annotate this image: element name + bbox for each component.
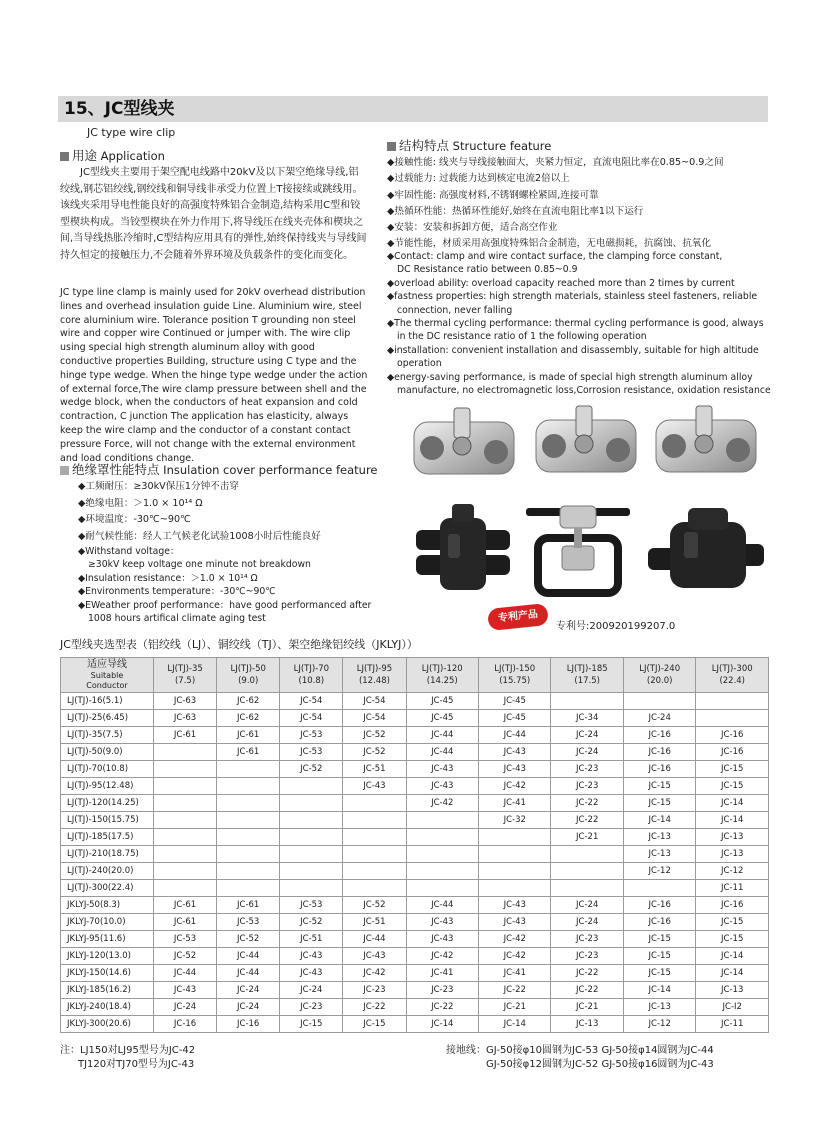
- table-cell: [696, 710, 769, 727]
- table-cell: [154, 812, 217, 829]
- table-cell: [478, 880, 550, 897]
- table-cell: JC-16: [623, 914, 695, 931]
- row-label: LJ(TJ)-35(7.5): [61, 727, 154, 744]
- footnote-left: 注：LJ150对LJ95型号为JC-42 TJ120对TJ70型号为JC-43: [60, 1045, 196, 1070]
- table-cell: [280, 880, 343, 897]
- table-cell: JC-44: [217, 948, 280, 965]
- table-cell: JC-21: [551, 829, 623, 846]
- table-cell: JC-16: [217, 1016, 280, 1033]
- table-cell: JC-44: [154, 965, 217, 982]
- table-cell: [280, 812, 343, 829]
- table-cell: JC-52: [343, 744, 406, 761]
- row-label: LJ(TJ)-300(22.4): [61, 880, 154, 897]
- list-item: ◆Environments temperature：-30℃~90℃: [78, 586, 276, 598]
- table-cell: JC-23: [280, 999, 343, 1016]
- table-cell: JC-43: [478, 744, 550, 761]
- table-cell: JC-22: [551, 965, 623, 982]
- list-item-sub: 1008 hours artifical climate aging test: [88, 613, 266, 625]
- table-cell: JC-15: [343, 1016, 406, 1033]
- table-cell: JC-52: [280, 914, 343, 931]
- list-item: ◆热循环性能：热循环性能好,始终在直流电阻比率1以下运行: [387, 205, 644, 217]
- table-cell: JC-51: [343, 761, 406, 778]
- table-cell: JC-24: [551, 914, 623, 931]
- list-item: ◆overload ability: overload capacity reached more than 2 times by current: [387, 277, 735, 289]
- table-cell: JC-53: [154, 931, 217, 948]
- table-cell: JC-43: [343, 948, 406, 965]
- table-cell: JC-51: [280, 931, 343, 948]
- table-cell: JC-24: [551, 897, 623, 914]
- table-cell: JC-54: [343, 710, 406, 727]
- table-cell: [217, 863, 280, 880]
- table-cell: JC-15: [623, 795, 695, 812]
- table-row: [61, 914, 769, 931]
- table-cell: JC-24: [217, 982, 280, 999]
- table-row: [61, 1016, 769, 1033]
- table-cell: JC-42: [478, 778, 550, 795]
- table-cell: JC-44: [343, 931, 406, 948]
- table-cell: JC-11: [696, 1016, 769, 1033]
- table-cell: [154, 795, 217, 812]
- footnote-right: 接地线：GJ-50接φ10圆钢为JC-53 GJ-50接φ14圆钢为JC-44 GJ-50接φ12圆钢为JC-52 GJ-50接φ16圆钢为JC-43: [446, 1045, 714, 1070]
- table-cell: JC-53: [280, 897, 343, 914]
- list-item-sub: operation: [397, 358, 442, 370]
- table-row: [61, 693, 769, 710]
- table-cell: JC-16: [623, 761, 695, 778]
- table-cell: JC-23: [406, 982, 478, 999]
- table-cell: [551, 846, 623, 863]
- table-cell: JC-63: [154, 693, 217, 710]
- list-item-sub: in the DC resistance ratio of 1 the following operation: [397, 331, 647, 343]
- table-cell: JC-23: [551, 761, 623, 778]
- table-cell: [343, 795, 406, 812]
- table-cell: JC-61: [217, 897, 280, 914]
- table-row: [61, 897, 769, 914]
- table-cell: JC-23: [551, 948, 623, 965]
- patent-product-badge: 专利产品: [487, 603, 549, 631]
- table-cell: [154, 880, 217, 897]
- table-cell: JC-16: [696, 727, 769, 744]
- table-cell: JC-44: [406, 727, 478, 744]
- aluminum-clamp-photos: [408, 400, 768, 500]
- table-cell: JC-45: [478, 710, 550, 727]
- table-cell: [478, 846, 550, 863]
- table-cell: JC-43: [280, 965, 343, 982]
- table-cell: JC-24: [217, 999, 280, 1016]
- clamp-photo-3: [656, 406, 756, 472]
- table-cell: JC-42: [478, 948, 550, 965]
- list-item: ◆EWeather proof performance：have good performanced after: [78, 599, 372, 611]
- table-title: JC型线夹选型表（铝绞线（LJ）、铜绞线（TJ）、架空绝缘铝绞线（JKLYJ））: [60, 638, 418, 651]
- table-cell: JC-53: [217, 914, 280, 931]
- column-header: LJ(TJ)-150 (15.75): [478, 658, 550, 693]
- table-cell: [217, 778, 280, 795]
- list-item: ◆工频耐压：≥30kV保压1分钟不击穿: [78, 481, 239, 492]
- row-label: JKLYJ-150(14.6): [61, 965, 154, 982]
- row-label: LJ(TJ)-50(9.0): [61, 744, 154, 761]
- table-cell: JC-53: [280, 744, 343, 761]
- table-cell: JC-14: [478, 1016, 550, 1033]
- list-item: ◆Contact: clamp and wire contact surface, the clamping force constant,: [387, 251, 723, 262]
- table-cell: [343, 863, 406, 880]
- table-cell: JC-23: [551, 778, 623, 795]
- table-cell: JC-45: [478, 693, 550, 710]
- table-cell: [280, 795, 343, 812]
- table-cell: JC-13: [696, 982, 769, 999]
- table-cell: JC-62: [217, 693, 280, 710]
- table-cell: JC-42: [406, 795, 478, 812]
- row-label: LJ(TJ)-185(17.5): [61, 829, 154, 846]
- table-cell: JC-14: [623, 812, 695, 829]
- column-header: LJ(TJ)-95 (12.48): [343, 658, 406, 693]
- table-cell: JC-43: [280, 948, 343, 965]
- table-cell: JC-22: [551, 982, 623, 999]
- square-bullet-icon: [60, 152, 69, 161]
- table-cell: JC-54: [280, 710, 343, 727]
- table-cell: JC-61: [154, 897, 217, 914]
- insulation-cn-list: [78, 479, 378, 545]
- list-item-sub: ≥30kV keep voltage one minute not breakdown: [88, 559, 311, 571]
- table-cell: JC-24: [623, 710, 695, 727]
- table-row: [61, 982, 769, 999]
- application-cn-text: JC型线夹主要用于架空配电线路中20kV及以下架空绝缘导线,铝绞线,钢芯铝绞线,钢绞线和铜导线非承受力位置上T接接续或跳线用。该线夹采用导电性能良好的高强度特殊铝合金制造,结构采用C型和铰型楔块构成。当铰型楔块在外力作用下,将导线压在线夹壳体和楔块之间,当导线热胀冷缩时,C型结构应用具有的弹性,始终保持线夹与导线间持久恒定的接触压力,不会随着外界环境及负载条件的变化而变化。: [60, 167, 367, 261]
- clamp-photo-1: [414, 408, 514, 474]
- table-cell: JC-21: [478, 999, 550, 1016]
- table-cell: JC-22: [551, 795, 623, 812]
- column-header: LJ(TJ)-50 (9.0): [217, 658, 280, 693]
- table-cell: JC-15: [696, 778, 769, 795]
- table-cell: JC-54: [280, 693, 343, 710]
- table-cell: JC-61: [154, 914, 217, 931]
- structure-cn-list: [387, 155, 772, 253]
- table-cell: JC-42: [406, 948, 478, 965]
- row-label: LJ(TJ)-120(14.25): [61, 795, 154, 812]
- insulation-en-list: [78, 545, 378, 625]
- row-label: JKLYJ-120(13.0): [61, 948, 154, 965]
- table-row: [61, 846, 769, 863]
- list-item: ◆fastness properties: high strength materials, stainless steel fasteners, reliable: [387, 291, 758, 303]
- application-en-text: JC type line clamp is mainly used for 20kV overhead distribution lines and overhead insulation guide Line. Aluminium wire, steel core aluminium wire. Tolerance position T grounding non steel wire and copper wire Continued or jumper with. The wire clip using special high strength aluminum alloy with good conductive properties Building, structure using C type and the hinge type wedge. When the hinge type wedge under the action of external force,The wire clamp pressure between shell and the wedge block, when the conductors of heat expansion and cold contraction, C junction The application has elasticity, always keep the wire clamp and the conductor of a constant contact pressure Force, will not change with the external environment and load conditions change.: [60, 287, 368, 464]
- table-cell: JC-13: [551, 1016, 623, 1033]
- table-cell: JC-52: [343, 897, 406, 914]
- table-cell: JC-44: [406, 744, 478, 761]
- table-cell: JC-43: [406, 761, 478, 778]
- insulation-heading: 绝缘罩性能特点 Insulation cover performance feature: [60, 460, 378, 478]
- table-cell: JC-45: [406, 710, 478, 727]
- row-label: JKLYJ-300(20.6): [61, 1016, 154, 1033]
- table-row: [61, 863, 769, 880]
- row-label: LJ(TJ)-150(15.75): [61, 812, 154, 829]
- row-label: LJ(TJ)-25(6.45): [61, 710, 154, 727]
- table-cell: JC-16: [696, 897, 769, 914]
- clamp-photo-2: [536, 406, 636, 472]
- table-cell: JC-43: [343, 778, 406, 795]
- table-cell: [551, 863, 623, 880]
- table-cell: [217, 761, 280, 778]
- table-cell: JC-43: [406, 914, 478, 931]
- table-cell: JC-13: [623, 999, 695, 1016]
- table-cell: JC-16: [623, 727, 695, 744]
- selection-table: [60, 657, 769, 1033]
- table-cell: JC-22: [406, 999, 478, 1016]
- table-row: [61, 727, 769, 744]
- table-cell: [280, 829, 343, 846]
- table-cell: JC-16: [154, 1016, 217, 1033]
- table-cell: JC-41: [478, 795, 550, 812]
- structure-heading: 结构特点 Structure feature: [387, 136, 551, 154]
- table-cell: JC-12: [696, 863, 769, 880]
- table-cell: JC-52: [280, 761, 343, 778]
- table-cell: JC-13: [623, 846, 695, 863]
- table-cell: JC-15: [696, 931, 769, 948]
- table-row: [61, 778, 769, 795]
- table-cell: [551, 880, 623, 897]
- table-cell: JC-22: [478, 982, 550, 999]
- table-cell: JC-16: [696, 744, 769, 761]
- table-cell: [623, 880, 695, 897]
- table-cell: [696, 693, 769, 710]
- table-cell: JC-12: [623, 1016, 695, 1033]
- table-cell: [623, 693, 695, 710]
- table-cell: JC-14: [406, 1016, 478, 1033]
- list-item: ◆过载能力: 过载能力达到核定电流2倍以上: [387, 173, 570, 185]
- table-cell: JC-54: [343, 693, 406, 710]
- row-label: JKLYJ-95(11.6): [61, 931, 154, 948]
- table-cell: [406, 863, 478, 880]
- table-cell: [154, 761, 217, 778]
- table-row: [61, 948, 769, 965]
- structure-en-list: [387, 250, 777, 397]
- table-cell: JC-15: [623, 948, 695, 965]
- table-cell: JC-51: [343, 914, 406, 931]
- table-row: [61, 744, 769, 761]
- application-heading: 用途 Application: [60, 146, 165, 164]
- table-row: [61, 795, 769, 812]
- table-cell: [406, 829, 478, 846]
- column-header: LJ(TJ)-120 (14.25): [406, 658, 478, 693]
- table-cell: JC-14: [696, 812, 769, 829]
- list-item: ◆耐气候性能：经人工气候老化试验1008小时后性能良好: [78, 530, 321, 542]
- table-cell: JC-24: [280, 982, 343, 999]
- list-item: ◆牢固性能: 高强度材料,不锈钢螺栓紧固,连接可靠: [387, 189, 599, 201]
- table-row: [61, 965, 769, 982]
- table-cell: JC-14: [696, 795, 769, 812]
- table-cell: [343, 812, 406, 829]
- table-cell: JC-24: [551, 727, 623, 744]
- table-cell: JC-43: [154, 982, 217, 999]
- table-cell: JC-21: [551, 999, 623, 1016]
- table-cell: JC-43: [478, 897, 550, 914]
- table-cell: JC-53: [280, 727, 343, 744]
- list-item: ◆绝缘电阻：＞1.0 × 10¹⁴ Ω: [78, 497, 203, 509]
- table-cell: JC-13: [623, 829, 695, 846]
- table-cell: JC-43: [478, 914, 550, 931]
- table-cell: JC-24: [154, 999, 217, 1016]
- table-cell: JC-14: [696, 965, 769, 982]
- table-cell: JC-15: [280, 1016, 343, 1033]
- table-cell: JC-61: [217, 727, 280, 744]
- insulation-cover-photo-2: [526, 506, 630, 593]
- table-cell: JC-24: [551, 744, 623, 761]
- table-cell: JC-23: [551, 931, 623, 948]
- row-label: JKLYJ-70(10.0): [61, 914, 154, 931]
- table-cell: JC-15: [623, 931, 695, 948]
- list-item-sub: connection, never falling: [397, 304, 513, 316]
- list-item: ◆节能性能，材质采用高强度特殊铝合金制造，无电磁损耗，抗腐蚀、抗氧化: [387, 238, 711, 250]
- list-item: ◆Withstand voltage：: [78, 546, 180, 557]
- table-cell: JC-22: [343, 999, 406, 1016]
- table-cell: JC-15: [696, 914, 769, 931]
- table-cell: [217, 829, 280, 846]
- table-cell: [551, 693, 623, 710]
- table-cell: JC-41: [478, 965, 550, 982]
- table-cell: JC-62: [217, 710, 280, 727]
- table-cell: JC-42: [478, 931, 550, 948]
- table-cell: JC-14: [696, 948, 769, 965]
- row-label: JKLYJ-50(8.3): [61, 897, 154, 914]
- table-cell: JC-13: [696, 846, 769, 863]
- column-header: LJ(TJ)-240 (20.0): [623, 658, 695, 693]
- list-item: ◆installation: convenient installation and disassembly, suitable for high altitude: [387, 344, 759, 356]
- table-cell: [280, 778, 343, 795]
- table-cell: JC-41: [406, 965, 478, 982]
- table-cell: JC-52: [154, 948, 217, 965]
- list-item: ◆接触性能: 线夹与导线接触面大，夹紧力恒定，直流电阻比率在0.85~0.9之间: [387, 157, 724, 168]
- page-subtitle: JC type wire clip: [87, 126, 176, 139]
- insulation-cover-photo-1: [416, 504, 510, 590]
- row-label: LJ(TJ)-70(10.8): [61, 761, 154, 778]
- row-label: LJ(TJ)-240(20.0): [61, 863, 154, 880]
- table-cell: [217, 846, 280, 863]
- table-cell: JC-23: [343, 982, 406, 999]
- table-cell: JC-52: [217, 931, 280, 948]
- insulation-cover-photo-3: [648, 508, 764, 588]
- table-cell: [217, 795, 280, 812]
- table-cell: JC-22: [551, 812, 623, 829]
- table-cell: [406, 880, 478, 897]
- table-cell: [154, 829, 217, 846]
- insulation-cover-photos: [408, 500, 768, 605]
- table-row: [61, 812, 769, 829]
- column-header: LJ(TJ)-300 (22.4): [696, 658, 769, 693]
- table-cell: JC-13: [696, 829, 769, 846]
- table-cell: JC-15: [623, 965, 695, 982]
- list-item: ◆The thermal cycling performance: thermal cycling performance is good, always: [387, 318, 764, 330]
- page-title: 15、JC型线夹: [64, 99, 175, 119]
- table-cell: [280, 846, 343, 863]
- table-row: [61, 880, 769, 897]
- table-row: [61, 999, 769, 1016]
- table-cell: [343, 829, 406, 846]
- table-cell: JC-15: [696, 761, 769, 778]
- column-header: LJ(TJ)-35 (7.5): [154, 658, 217, 693]
- square-bullet-icon: [387, 142, 396, 151]
- patent-number: 专利号:200920199207.0: [556, 621, 676, 632]
- column-header: LJ(TJ)-70 (10.8): [280, 658, 343, 693]
- table-cell: [217, 880, 280, 897]
- table-cell: [280, 863, 343, 880]
- table-row: [61, 931, 769, 948]
- table-cell: [406, 846, 478, 863]
- table-cell: [478, 829, 550, 846]
- table-cell: JC-11: [696, 880, 769, 897]
- table-cell: [154, 863, 217, 880]
- table-cell: JC-43: [406, 931, 478, 948]
- table-cell: [154, 778, 217, 795]
- table-cell: JC-45: [406, 693, 478, 710]
- list-item: ◆energy-saving performance, is made of special high strength aluminum alloy: [387, 371, 753, 383]
- table-cell: JC-42: [343, 965, 406, 982]
- table-cell: [217, 812, 280, 829]
- list-item-sub: manufacture, no electromagnetic loss,Corrosion resistance, oxidation resistance: [397, 385, 771, 397]
- table-cell: [478, 863, 550, 880]
- table-cell: JC-44: [406, 897, 478, 914]
- table-cell: [343, 846, 406, 863]
- table-cell: [154, 846, 217, 863]
- table-cell: JC-16: [623, 897, 695, 914]
- table-cell: [154, 744, 217, 761]
- table-cell: JC-44: [478, 727, 550, 744]
- column-header: LJ(TJ)-185 (17.5): [551, 658, 623, 693]
- table-cell: JC-44: [217, 965, 280, 982]
- table-cell: JC-52: [343, 727, 406, 744]
- table-cell: [343, 880, 406, 897]
- row-label: LJ(TJ)-210(18.75): [61, 846, 154, 863]
- table-cell: JC-32: [478, 812, 550, 829]
- table-cell: JC-16: [623, 744, 695, 761]
- list-item-sub: DC Resistance ratio between 0.85~0.9: [397, 264, 578, 276]
- table-row: [61, 710, 769, 727]
- list-item: ◆环境温度：-30℃~90℃: [78, 514, 191, 525]
- table-corner-header: 适应导线 Suitable Conductor: [61, 658, 154, 693]
- row-label: JKLYJ-185(16.2): [61, 982, 154, 999]
- table-cell: JC-63: [154, 710, 217, 727]
- list-item: ◆Insulation resistance：＞1.0 × 10¹⁴ Ω: [78, 572, 258, 584]
- table-cell: JC-43: [406, 778, 478, 795]
- row-label: JKLYJ-240(18.4): [61, 999, 154, 1016]
- table-cell: JC-61: [217, 744, 280, 761]
- table-row: [61, 761, 769, 778]
- table-cell: JC-I2: [696, 999, 769, 1016]
- list-item: ◆安装：安装和拆卸方便，适合高空作业: [387, 222, 558, 234]
- table-cell: JC-15: [623, 778, 695, 795]
- table-cell: JC-61: [154, 727, 217, 744]
- table-cell: JC-12: [623, 863, 695, 880]
- table-cell: [406, 812, 478, 829]
- row-label: LJ(TJ)-16(5.1): [61, 693, 154, 710]
- table-body: [61, 693, 769, 1033]
- square-bullet-icon: [60, 466, 69, 475]
- table-cell: JC-43: [478, 761, 550, 778]
- row-label: LJ(TJ)-95(12.48): [61, 778, 154, 795]
- table-cell: JC-34: [551, 710, 623, 727]
- table-row: [61, 829, 769, 846]
- table-cell: JC-14: [623, 982, 695, 999]
- table-header-row: [61, 658, 769, 693]
